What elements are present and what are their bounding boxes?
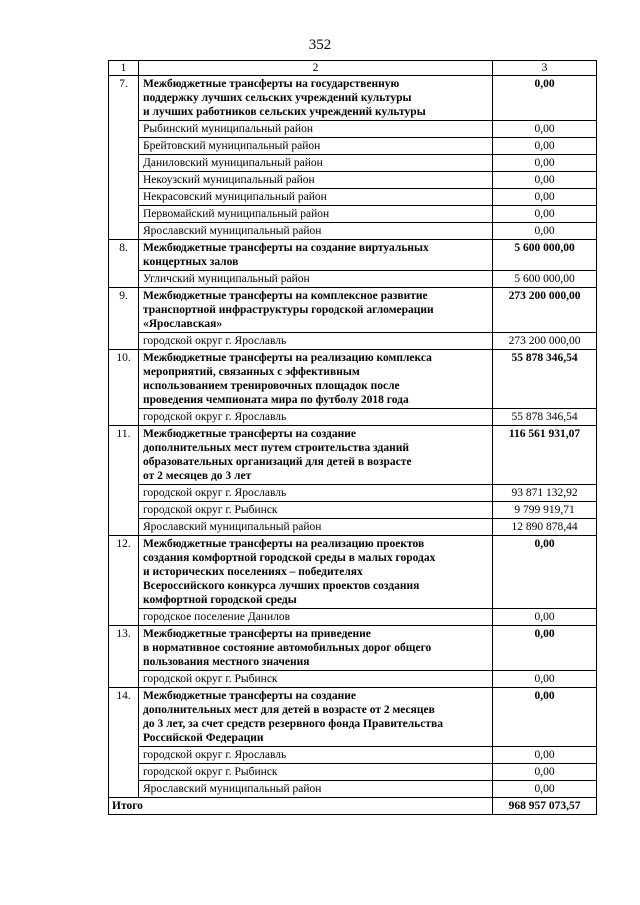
section-total: 116 561 931,07 xyxy=(493,426,597,485)
recipient-row xyxy=(109,764,597,781)
recipient-name: Ярославский муниципальный район xyxy=(139,519,493,536)
recipient-name: городской округ г. Рыбинск xyxy=(139,502,493,519)
section-description xyxy=(139,688,493,747)
recipient-name: городской округ г. Рыбинск xyxy=(139,671,493,688)
recipient-value: 0,00 xyxy=(493,223,597,240)
section-number: 11. xyxy=(109,426,139,536)
recipient-name: городской округ г. Ярославль xyxy=(139,333,493,350)
recipient-name: городской округ г. Ярославль xyxy=(139,409,493,426)
section-description-line: поддержку лучших сельских учреждений культуры xyxy=(143,92,412,104)
section-description-line: дополнительных мест для детей в возрасте от 2 месяцев xyxy=(143,704,435,716)
section-description xyxy=(139,626,493,671)
recipient-name: Некрасовский муниципальный район xyxy=(139,189,493,206)
section-total: 0,00 xyxy=(493,626,597,671)
recipient-value: 0,00 xyxy=(493,781,597,798)
recipient-name: городской округ г. Ярославль xyxy=(139,747,493,764)
recipient-value: 9 799 919,71 xyxy=(493,502,597,519)
section-description-line: использованием тренировочных площадок после xyxy=(143,380,400,392)
section-number: 14. xyxy=(109,688,139,798)
section-number: 13. xyxy=(109,626,139,688)
header-cell-value: 3 xyxy=(493,61,597,76)
section-row xyxy=(109,288,597,333)
section-row xyxy=(109,240,597,271)
recipient-row xyxy=(109,138,597,155)
section-description-line: «Ярославская» xyxy=(143,318,223,330)
section-description xyxy=(139,350,493,409)
recipient-name: городской округ г. Рыбинск xyxy=(139,764,493,781)
recipient-value: 55 878 346,54 xyxy=(493,409,597,426)
section-description-line: Межбюджетные трансферты на реализацию комплекса xyxy=(143,352,432,364)
recipient-value: 93 871 132,92 xyxy=(493,485,597,502)
recipient-name: городское поселение Данилов xyxy=(139,609,493,626)
section-description-line: и исторических поселениях – победителях xyxy=(143,566,363,578)
header-cell-num: 1 xyxy=(109,61,139,76)
recipient-name: Брейтовский муниципальный район xyxy=(139,138,493,155)
section-total: 55 878 346,54 xyxy=(493,350,597,409)
recipient-row xyxy=(109,271,597,288)
recipient-value: 0,00 xyxy=(493,189,597,206)
recipient-name: Угличский муниципальный район xyxy=(139,271,493,288)
recipient-value: 0,00 xyxy=(493,764,597,781)
section-description-line: от 2 месяцев до 3 лет xyxy=(143,470,252,482)
recipient-value: 0,00 xyxy=(493,121,597,138)
section-description-line: Межбюджетные трансферты на создание xyxy=(143,690,356,702)
section-description-line: Всероссийского конкурса лучших проектов создания xyxy=(143,580,420,592)
recipient-value: 12 890 878,44 xyxy=(493,519,597,536)
header-row xyxy=(109,61,597,76)
section-description-line: мероприятий, связанных с эффективным xyxy=(143,366,360,378)
recipient-value: 0,00 xyxy=(493,609,597,626)
recipient-row xyxy=(109,172,597,189)
recipient-row xyxy=(109,206,597,223)
section-description-line: транспортной инфраструктуры городской агломерации xyxy=(143,304,434,316)
section-description-line: в нормативное состояние автомобильных дорог общего xyxy=(143,642,432,654)
recipient-name: Некоузский муниципальный район xyxy=(139,172,493,189)
section-description xyxy=(139,240,493,271)
section-description xyxy=(139,536,493,609)
table-body xyxy=(109,61,597,815)
section-description-line: Межбюджетные трансферты на создание виртуальных xyxy=(143,242,429,254)
section-description-line: до 3 лет, за счет средств резервного фонда Правительства xyxy=(143,718,443,730)
recipient-row xyxy=(109,155,597,172)
recipient-row xyxy=(109,121,597,138)
recipient-row xyxy=(109,519,597,536)
section-description xyxy=(139,288,493,333)
grand-total-row xyxy=(109,798,597,815)
grand-total-value: 968 957 073,57 xyxy=(493,798,597,815)
section-row xyxy=(109,626,597,671)
recipient-name: Ярославский муниципальный район xyxy=(139,781,493,798)
recipient-row xyxy=(109,333,597,350)
section-total: 0,00 xyxy=(493,76,597,121)
section-total: 5 600 000,00 xyxy=(493,240,597,271)
section-total: 0,00 xyxy=(493,536,597,609)
section-description xyxy=(139,76,493,121)
section-description-line: концертных залов xyxy=(143,256,239,268)
recipient-row xyxy=(109,671,597,688)
recipient-row xyxy=(109,485,597,502)
recipient-value: 0,00 xyxy=(493,206,597,223)
budget-table xyxy=(108,60,597,815)
section-description-line: Межбюджетные трансферты на реализацию проектов xyxy=(143,538,425,550)
section-number: 12. xyxy=(109,536,139,626)
recipient-value: 0,00 xyxy=(493,747,597,764)
section-description-line: комфортной городской среды xyxy=(143,594,297,606)
recipient-name: Рыбинский муниципальный район xyxy=(139,121,493,138)
section-description-line: и лучших работников сельских учреждений культуры xyxy=(143,106,426,118)
section-description-line: Российской Федерации xyxy=(143,732,264,744)
recipient-value: 0,00 xyxy=(493,172,597,189)
section-description-line: Межбюджетные трансферты на создание xyxy=(143,428,356,440)
section-number: 8. xyxy=(109,240,139,288)
section-description-line: дополнительных мест путем строительства зданий xyxy=(143,442,409,454)
page-number: 352 xyxy=(308,37,332,53)
recipient-row xyxy=(109,502,597,519)
section-description-line: Межбюджетные трансферты на государственную xyxy=(143,78,400,90)
header-cell-name: 2 xyxy=(139,61,493,76)
section-total: 0,00 xyxy=(493,688,597,747)
section-row xyxy=(109,76,597,121)
section-number: 10. xyxy=(109,350,139,426)
section-description-line: пользования местного значения xyxy=(143,656,310,668)
section-description-line: Межбюджетные трансферты на приведение xyxy=(143,628,371,640)
recipient-row xyxy=(109,189,597,206)
grand-total-label: Итого xyxy=(109,798,493,815)
section-description-line: создания комфортной городской среды в малых городах xyxy=(143,552,436,564)
recipient-value: 0,00 xyxy=(493,155,597,172)
recipient-row xyxy=(109,609,597,626)
section-row xyxy=(109,426,597,485)
section-row xyxy=(109,688,597,747)
recipient-name: Ярославский муниципальный район xyxy=(139,223,493,240)
recipient-value: 5 600 000,00 xyxy=(493,271,597,288)
recipient-value: 273 200 000,00 xyxy=(493,333,597,350)
section-number: 9. xyxy=(109,288,139,350)
recipient-row xyxy=(109,223,597,240)
recipient-row xyxy=(109,747,597,764)
recipient-name: Даниловский муниципальный район xyxy=(139,155,493,172)
recipient-value: 0,00 xyxy=(493,138,597,155)
recipient-row xyxy=(109,781,597,798)
section-total: 273 200 000,00 xyxy=(493,288,597,333)
section-description xyxy=(139,426,493,485)
section-description-line: образовательных организаций для детей в возрасте xyxy=(143,456,412,468)
recipient-name: Первомайский муниципальный район xyxy=(139,206,493,223)
section-row xyxy=(109,350,597,409)
section-number: 7. xyxy=(109,76,139,240)
recipient-name: городской округ г. Ярославль xyxy=(139,485,493,502)
section-description-line: Межбюджетные трансферты на комплексное развитие xyxy=(143,290,428,302)
recipient-row xyxy=(109,409,597,426)
recipient-value: 0,00 xyxy=(493,671,597,688)
section-row xyxy=(109,536,597,609)
section-description-line: проведения чемпионата мира по футболу 2018 года xyxy=(143,394,409,406)
